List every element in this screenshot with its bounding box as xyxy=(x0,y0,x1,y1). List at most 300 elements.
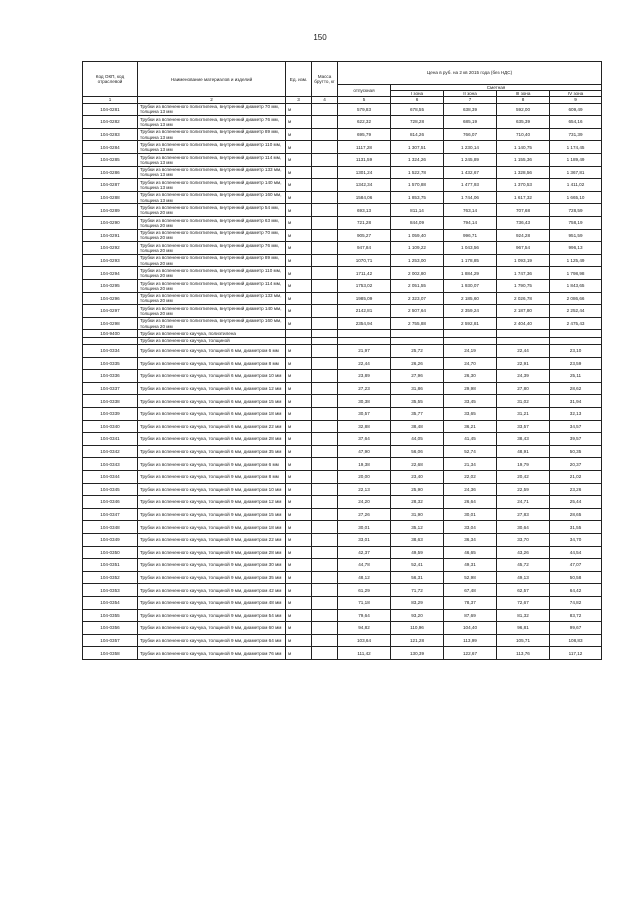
row-price-zone-1: 49,59 xyxy=(391,546,444,559)
row-unit: м xyxy=(286,345,312,358)
header-zone-1: I зона xyxy=(391,91,444,97)
row-mass xyxy=(312,596,338,609)
row-unit: м xyxy=(286,317,312,330)
row-price-zone-1: 2 507,64 xyxy=(391,305,444,318)
row-price-zone-3: 24,39 xyxy=(497,370,550,383)
table-row xyxy=(83,420,602,433)
row-price-zone-2: 41,45 xyxy=(444,433,497,446)
row-price-zone-2: 49,31 xyxy=(444,559,497,572)
row-price-zone-1: 728,28 xyxy=(391,116,444,129)
row-price-zone-4: 74,82 xyxy=(550,596,602,609)
row-price-zone-1: 2 755,88 xyxy=(391,317,444,330)
row-price-zone-2: 33,45 xyxy=(444,395,497,408)
table-row xyxy=(83,370,602,383)
row-price-release: 1711,42 xyxy=(338,267,391,280)
table-row xyxy=(83,179,602,192)
row-mass xyxy=(312,116,338,129)
row-mass xyxy=(312,496,338,509)
column-number: 7 xyxy=(444,97,497,103)
row-price-zone-1: 25,72 xyxy=(391,345,444,358)
price-table xyxy=(82,61,602,660)
row-price-zone-1: 56,31 xyxy=(391,571,444,584)
table-row xyxy=(83,609,602,622)
table-row xyxy=(83,408,602,421)
row-name: Трубки из вспененного каучука, толщиной 9 мм, диаметром 10 мм xyxy=(138,483,286,496)
row-mass xyxy=(312,345,338,358)
row-unit: м xyxy=(286,179,312,192)
table-row xyxy=(83,433,602,446)
row-price-zone-2: 36,34 xyxy=(444,533,497,546)
table-row xyxy=(83,533,602,546)
row-price-zone-1: 1 253,00 xyxy=(391,254,444,267)
row-price-zone-1: 811,14 xyxy=(391,204,444,217)
row-mass xyxy=(312,584,338,597)
row-code: 104-0287 xyxy=(83,179,138,192)
table-row xyxy=(83,128,602,141)
row-price-zone-3: 1 370,53 xyxy=(497,179,550,192)
header-zone-4: IV зона xyxy=(550,91,602,97)
row-mass xyxy=(312,521,338,534)
row-price-release: 94,82 xyxy=(338,622,391,635)
row-code: 104-0343 xyxy=(83,458,138,471)
row-price-zone-4: 25,11 xyxy=(550,370,602,383)
table-row xyxy=(83,508,602,521)
row-price-zone-3: 31,02 xyxy=(497,395,550,408)
table-row xyxy=(83,521,602,534)
row-price-zone-4: 23,26 xyxy=(550,483,602,496)
row-name: Трубки из вспененного полиэтилена, внутренний диаметр 114 мм, толщина 20 мм xyxy=(138,279,286,292)
row-price-release: 79,64 xyxy=(338,609,391,622)
row-price-zone-1: 1 522,78 xyxy=(391,166,444,179)
row-code: 104-0348 xyxy=(83,521,138,534)
table-row xyxy=(83,216,602,229)
row-code: 104-0297 xyxy=(83,305,138,318)
table-row xyxy=(83,559,602,572)
row-price-zone-4: 25,44 xyxy=(550,496,602,509)
row-name: Трубки из вспененного каучука, толщиной 9 мм, диаметром 54 мм xyxy=(138,609,286,622)
row-name: Трубки из вспененного полиэтилена, внутренний диаметр 133 мм, толщина 20 мм xyxy=(138,292,286,305)
table-row xyxy=(83,596,602,609)
row-name: Трубки из вспененного полиэтилена, внутренний диаметр 63 мм, толщина 20 мм xyxy=(138,216,286,229)
row-price-zone-2: 2 592,81 xyxy=(444,317,497,330)
row-price-zone-2: 33,04 xyxy=(444,521,497,534)
row-price-release: 695,79 xyxy=(338,128,391,141)
row-price-zone-4: 609,49 xyxy=(550,103,602,116)
row-price-zone-3: 48,91 xyxy=(497,445,550,458)
row-price-release: 23,89 xyxy=(338,370,391,383)
row-code: 104-0339 xyxy=(83,408,138,421)
row-price-zone-2: 122,67 xyxy=(444,647,497,660)
table-row xyxy=(83,458,602,471)
table-row xyxy=(83,330,602,337)
row-price-zone-1: 35,77 xyxy=(391,408,444,421)
row-price-zone-2: 1 245,89 xyxy=(444,153,497,166)
table-row xyxy=(83,141,602,154)
row-price-zone-4: 20,37 xyxy=(550,458,602,471)
row-price-zone-4: 2 252,44 xyxy=(550,305,602,318)
row-name: Трубки из вспененного каучука, толщиной 9 мм, диаметром 48 мм xyxy=(138,596,286,609)
table-row xyxy=(83,357,602,370)
row-price-zone-4: 1 843,65 xyxy=(550,279,602,292)
row-unit xyxy=(286,337,312,344)
row-price-zone-4: 39,57 xyxy=(550,433,602,446)
row-name: Трубки из вспененного полиэтилена, внутренний диаметр 70 мм, толщина 20 мм xyxy=(138,229,286,242)
row-price-zone-1: 28,32 xyxy=(391,496,444,509)
row-unit: м xyxy=(286,292,312,305)
row-price-zone-2: 104,40 xyxy=(444,622,497,635)
row-unit: м xyxy=(286,408,312,421)
row-unit: м xyxy=(286,609,312,622)
row-name: Трубки из вспененного каучука, толщиной 9 мм, диаметром 28 мм xyxy=(138,546,286,559)
row-mass xyxy=(312,533,338,546)
row-price-release: 30,57 xyxy=(338,408,391,421)
row-code: 104-0336 xyxy=(83,370,138,383)
row-name: Трубки из вспененного каучука, толщиной 9 мм, диаметром 6 мм xyxy=(138,458,286,471)
row-price-zone-1: 27,96 xyxy=(391,370,444,383)
row-price-zone-4: 99,67 xyxy=(550,622,602,635)
row-code: 104-0291 xyxy=(83,229,138,242)
row-price-zone-3: 81,32 xyxy=(497,609,550,622)
row-code: 104-0286 xyxy=(83,166,138,179)
row-name: Трубки из вспененного каучука, толщиной 6 мм, диаметром 28 мм xyxy=(138,433,286,446)
row-name: Трубки из вспененного каучука, толщиной 9 мм, диаметром 18 мм xyxy=(138,521,286,534)
row-price-release: 44,78 xyxy=(338,559,391,572)
row-price-zone-1: 26,26 xyxy=(391,357,444,370)
row-price-zone-4: 23,10 xyxy=(550,345,602,358)
table-row xyxy=(83,204,602,217)
row-code: 104-0354 xyxy=(83,596,138,609)
row-code xyxy=(83,337,138,344)
row-mass xyxy=(312,242,338,255)
row-name: Трубки из вспененного каучука, полиэтилена xyxy=(138,330,286,337)
row-price-zone-3: 1 155,36 xyxy=(497,153,550,166)
row-price-zone-4: 1 367,81 xyxy=(550,166,602,179)
row-price-zone-3: 924,28 xyxy=(497,229,550,242)
row-name: Трубки из вспененного каучука, толщиной 9 мм, диаметром 8 мм xyxy=(138,471,286,484)
row-price-zone-3: 22,59 xyxy=(497,483,550,496)
row-name: Трубки из вспененного каучука, толщиной 6 мм, диаметром 6 мм xyxy=(138,345,286,358)
row-mass xyxy=(312,622,338,635)
table-row xyxy=(83,103,602,116)
row-price-zone-2: 113,99 xyxy=(444,634,497,647)
row-name: Трубки из вспененного полиэтилена, внутренний диаметр 89 мм, толщина 20 мм xyxy=(138,254,286,267)
row-mass xyxy=(312,204,338,217)
row-name: Трубки из вспененного каучука, толщиной 6 мм, диаметром 10 мм xyxy=(138,370,286,383)
row-mass xyxy=(312,483,338,496)
row-price-zone-3: 2 404,40 xyxy=(497,317,550,330)
row-name: Трубки из вспененного полиэтилена, внутренний диаметр 133 мм, толщина 13 мм xyxy=(138,166,286,179)
row-price-release: 1070,71 xyxy=(338,254,391,267)
row-unit: м xyxy=(286,216,312,229)
row-price-release: 30,01 xyxy=(338,521,391,534)
row-price-zone-3: 1 617,32 xyxy=(497,191,550,204)
row-unit: м xyxy=(286,634,312,647)
row-unit: м xyxy=(286,521,312,534)
row-price-zone-4: 117,12 xyxy=(550,647,602,660)
row-price-release: 111,42 xyxy=(338,647,391,660)
table-row xyxy=(83,546,602,559)
column-number: 8 xyxy=(497,97,550,103)
column-number: 6 xyxy=(391,97,444,103)
row-unit: м xyxy=(286,483,312,496)
row-price-zone-3: 38,43 xyxy=(497,433,550,446)
row-price-release: 71,18 xyxy=(338,596,391,609)
row-price-zone-3: 635,39 xyxy=(497,116,550,129)
row-price-zone-3: 27,83 xyxy=(497,508,550,521)
row-unit: м xyxy=(286,647,312,660)
row-price-zone-2: 26,64 xyxy=(444,496,497,509)
row-unit: м xyxy=(286,204,312,217)
table-row xyxy=(83,445,602,458)
row-price-zone-4: 1 411,02 xyxy=(550,179,602,192)
row-unit: м xyxy=(286,496,312,509)
row-mass xyxy=(312,508,338,521)
table-row xyxy=(83,471,602,484)
row-price-zone-4: 1 189,49 xyxy=(550,153,602,166)
row-price-release xyxy=(338,337,391,344)
row-name: Трубки из вспененного каучука, толщиной 9 мм, диаметром 76 мм xyxy=(138,647,286,660)
row-mass xyxy=(312,395,338,408)
row-price-release: 905,27 xyxy=(338,229,391,242)
row-mass xyxy=(312,458,338,471)
row-price-zone-1: 121,28 xyxy=(391,634,444,647)
row-price-zone-3: 72,67 xyxy=(497,596,550,609)
row-unit: м xyxy=(286,433,312,446)
row-price-zone-1: 2 002,80 xyxy=(391,267,444,280)
row-price-release: 1301,24 xyxy=(338,166,391,179)
row-price-release: 19,38 xyxy=(338,458,391,471)
row-price-release: 27,26 xyxy=(338,508,391,521)
column-number: 3 xyxy=(286,97,312,103)
row-name: Трубки из вспененного каучука, толщиной 9 мм, диаметром 64 мм xyxy=(138,634,286,647)
row-price-zone-1: 52,41 xyxy=(391,559,444,572)
row-price-zone-2: 763,14 xyxy=(444,204,497,217)
row-price-zone-1: 110,96 xyxy=(391,622,444,635)
row-unit: м xyxy=(286,370,312,383)
row-mass xyxy=(312,408,338,421)
row-price-release: 47,90 xyxy=(338,445,391,458)
row-price-zone-4: 34,70 xyxy=(550,533,602,546)
row-price-zone-1: 678,55 xyxy=(391,103,444,116)
row-price-release: 27,23 xyxy=(338,382,391,395)
row-name: Трубки из вспененного каучука, толщиной 9 мм, диаметром 35 мм xyxy=(138,571,286,584)
row-price-zone-3: 30,64 xyxy=(497,521,550,534)
row-unit: м xyxy=(286,357,312,370)
row-name: Трубки из вспененного полиэтилена, внутренний диаметр 70 мм, толщина 13 мм xyxy=(138,103,286,116)
row-code: 104-0356 xyxy=(83,622,138,635)
row-mass xyxy=(312,153,338,166)
column-number: 2 xyxy=(138,97,286,103)
row-code: 104-0358 xyxy=(83,647,138,660)
row-price-zone-1: 35,55 xyxy=(391,395,444,408)
row-mass xyxy=(312,382,338,395)
row-code: 104-0284 xyxy=(83,141,138,154)
row-code: 104-0347 xyxy=(83,508,138,521)
row-unit: м xyxy=(286,382,312,395)
table-body xyxy=(83,103,602,659)
row-price-zone-4: 28,62 xyxy=(550,382,602,395)
row-price-zone-2: 685,19 xyxy=(444,116,497,129)
row-price-zone-1: 31,90 xyxy=(391,508,444,521)
row-price-zone-3: 22,91 xyxy=(497,357,550,370)
row-price-zone-2: 1 930,07 xyxy=(444,279,497,292)
row-mass xyxy=(312,634,338,647)
table-row xyxy=(83,496,602,509)
row-unit: м xyxy=(286,445,312,458)
column-number: 5 xyxy=(338,97,391,103)
row-price-zone-2: 2 359,24 xyxy=(444,305,497,318)
row-price-zone-4: 951,59 xyxy=(550,229,602,242)
row-price-zone-4: 34,57 xyxy=(550,420,602,433)
row-price-zone-4 xyxy=(550,337,602,344)
row-code: 104-0296 xyxy=(83,292,138,305)
row-price-zone-1: 1 059,40 xyxy=(391,229,444,242)
row-price-zone-3: 1 140,75 xyxy=(497,141,550,154)
row-name: Трубки из вспененного полиэтилена, внутренний диаметр 110 мм, толщина 20 мм xyxy=(138,267,286,280)
row-price-zone-3: 113,76 xyxy=(497,647,550,660)
row-code: 104-0285 xyxy=(83,153,138,166)
row-price-zone-2: 1 178,85 xyxy=(444,254,497,267)
row-price-zone-2: 22,02 xyxy=(444,471,497,484)
row-code: 104-0346 xyxy=(83,496,138,509)
row-price-zone-3: 62,57 xyxy=(497,584,550,597)
row-price-zone-2: 1 432,67 xyxy=(444,166,497,179)
row-price-zone-4: 731,39 xyxy=(550,128,602,141)
row-unit: м xyxy=(286,128,312,141)
row-mass xyxy=(312,420,338,433)
row-mass xyxy=(312,254,338,267)
row-name: Трубки из вспененного полиэтилена, внутренний диаметр 140 мм, толщина 20 мм xyxy=(138,305,286,318)
row-price-zone-1: 1 324,26 xyxy=(391,153,444,166)
row-price-zone-2: 1 043,56 xyxy=(444,242,497,255)
row-unit: м xyxy=(286,191,312,204)
row-code: 104-0282 xyxy=(83,116,138,129)
row-price-release: 20,00 xyxy=(338,471,391,484)
row-mass xyxy=(312,471,338,484)
row-unit: м xyxy=(286,116,312,129)
row-unit: м xyxy=(286,458,312,471)
row-price-zone-4: 83,72 xyxy=(550,609,602,622)
table-row xyxy=(83,254,602,267)
row-mass xyxy=(312,370,338,383)
row-price-zone-3: 592,00 xyxy=(497,103,550,116)
row-code: 104-0338 xyxy=(83,395,138,408)
row-price-zone-2 xyxy=(444,337,497,344)
page-number: 150 xyxy=(313,33,327,42)
row-mass xyxy=(312,141,338,154)
row-price-release: 24,20 xyxy=(338,496,391,509)
row-price-zone-2: 1 744,06 xyxy=(444,191,497,204)
row-mass xyxy=(312,647,338,660)
row-price-zone-4 xyxy=(550,330,602,337)
header-mass: Масса брутто, кг xyxy=(312,62,338,97)
row-name: Трубки из вспененного полиэтилена, внутренний диаметр 54 мм, толщина 20 мм xyxy=(138,204,286,217)
row-code: 104-0342 xyxy=(83,445,138,458)
header-zone-2: II зона xyxy=(444,91,497,97)
row-mass xyxy=(312,317,338,330)
row-price-zone-1: 56,06 xyxy=(391,445,444,458)
row-name: Трубки из вспененного полиэтилена, внутренний диаметр 114 мм, толщина 13 мм xyxy=(138,153,286,166)
row-code: 104-0345 xyxy=(83,483,138,496)
row-price-zone-4: 31,94 xyxy=(550,395,602,408)
row-price-zone-4: 654,16 xyxy=(550,116,602,129)
row-mass xyxy=(312,546,338,559)
row-price-zone-1: 1 853,75 xyxy=(391,191,444,204)
table-row xyxy=(83,305,602,318)
row-code: 104-0334 xyxy=(83,345,138,358)
table-row xyxy=(83,279,602,292)
row-name: Трубки из вспененного каучука, толщиной 9 мм, диаметром 22 мм xyxy=(138,533,286,546)
row-code: 104-0357 xyxy=(83,634,138,647)
row-price-zone-2: 1 477,93 xyxy=(444,179,497,192)
row-unit: м xyxy=(286,279,312,292)
row-code: 104-9400 xyxy=(83,330,138,337)
row-name: Трубки из вспененного каучука, толщиной 9 мм, диаметром 60 мм xyxy=(138,622,286,635)
row-price-zone-4: 2 086,66 xyxy=(550,292,602,305)
row-price-zone-3: 20,42 xyxy=(497,471,550,484)
row-price-release: 1753,02 xyxy=(338,279,391,292)
row-price-zone-4: 47,07 xyxy=(550,559,602,572)
row-code: 104-0294 xyxy=(83,267,138,280)
row-price-zone-4: 1 798,98 xyxy=(550,267,602,280)
row-price-release: 1584,06 xyxy=(338,191,391,204)
row-price-zone-1: 44,05 xyxy=(391,433,444,446)
row-price-zone-2: 21,34 xyxy=(444,458,497,471)
row-price-zone-1 xyxy=(391,337,444,344)
row-price-zone-3: 710,40 xyxy=(497,128,550,141)
table-row xyxy=(83,229,602,242)
row-price-zone-4: 1 174,45 xyxy=(550,141,602,154)
row-mass xyxy=(312,179,338,192)
row-price-zone-3: 33,57 xyxy=(497,420,550,433)
row-price-release: 48,12 xyxy=(338,571,391,584)
table-row xyxy=(83,647,602,660)
row-unit: м xyxy=(286,254,312,267)
row-unit: м xyxy=(286,533,312,546)
row-price-zone-2: 46,65 xyxy=(444,546,497,559)
row-price-release: 30,38 xyxy=(338,395,391,408)
row-name: Трубки из вспененного полиэтилена, внутренний диаметр 76 мм, толщина 13 мм xyxy=(138,116,286,129)
row-price-zone-3: 33,70 xyxy=(497,533,550,546)
table-row xyxy=(83,584,602,597)
row-name: Трубки из вспененного каучука, толщиной 9 мм, диаметром 30 мм xyxy=(138,559,286,572)
row-code: 104-0349 xyxy=(83,533,138,546)
row-name: Трубки из вспененного каучука, толщиной 6 мм, диаметром 12 мм xyxy=(138,382,286,395)
row-price-zone-1: 38,48 xyxy=(391,420,444,433)
row-price-zone-1: 1 570,88 xyxy=(391,179,444,192)
row-price-zone-1: 2 051,55 xyxy=(391,279,444,292)
row-code: 104-0351 xyxy=(83,559,138,572)
table-row xyxy=(83,337,602,344)
row-name: Трубки из вспененного полиэтилена, внутренний диаметр 89 мм, толщина 13 мм xyxy=(138,128,286,141)
row-mass xyxy=(312,267,338,280)
row-name: Трубки из вспененного каучука, толщиной xyxy=(138,337,286,344)
row-price-zone-2: 29,98 xyxy=(444,382,497,395)
row-unit: м xyxy=(286,571,312,584)
row-unit: м xyxy=(286,559,312,572)
column-number: 4 xyxy=(312,97,338,103)
row-name: Трубки из вспененного каучука, толщиной 6 мм, диаметром 18 мм xyxy=(138,408,286,421)
row-mass xyxy=(312,216,338,229)
row-price-zone-3: 736,43 xyxy=(497,216,550,229)
row-price-zone-1: 83,29 xyxy=(391,596,444,609)
row-price-zone-2: 24,36 xyxy=(444,483,497,496)
row-unit xyxy=(286,330,312,337)
row-mass xyxy=(312,166,338,179)
row-price-zone-3: 45,72 xyxy=(497,559,550,572)
row-price-release: 37,64 xyxy=(338,433,391,446)
row-price-zone-3: 967,54 xyxy=(497,242,550,255)
